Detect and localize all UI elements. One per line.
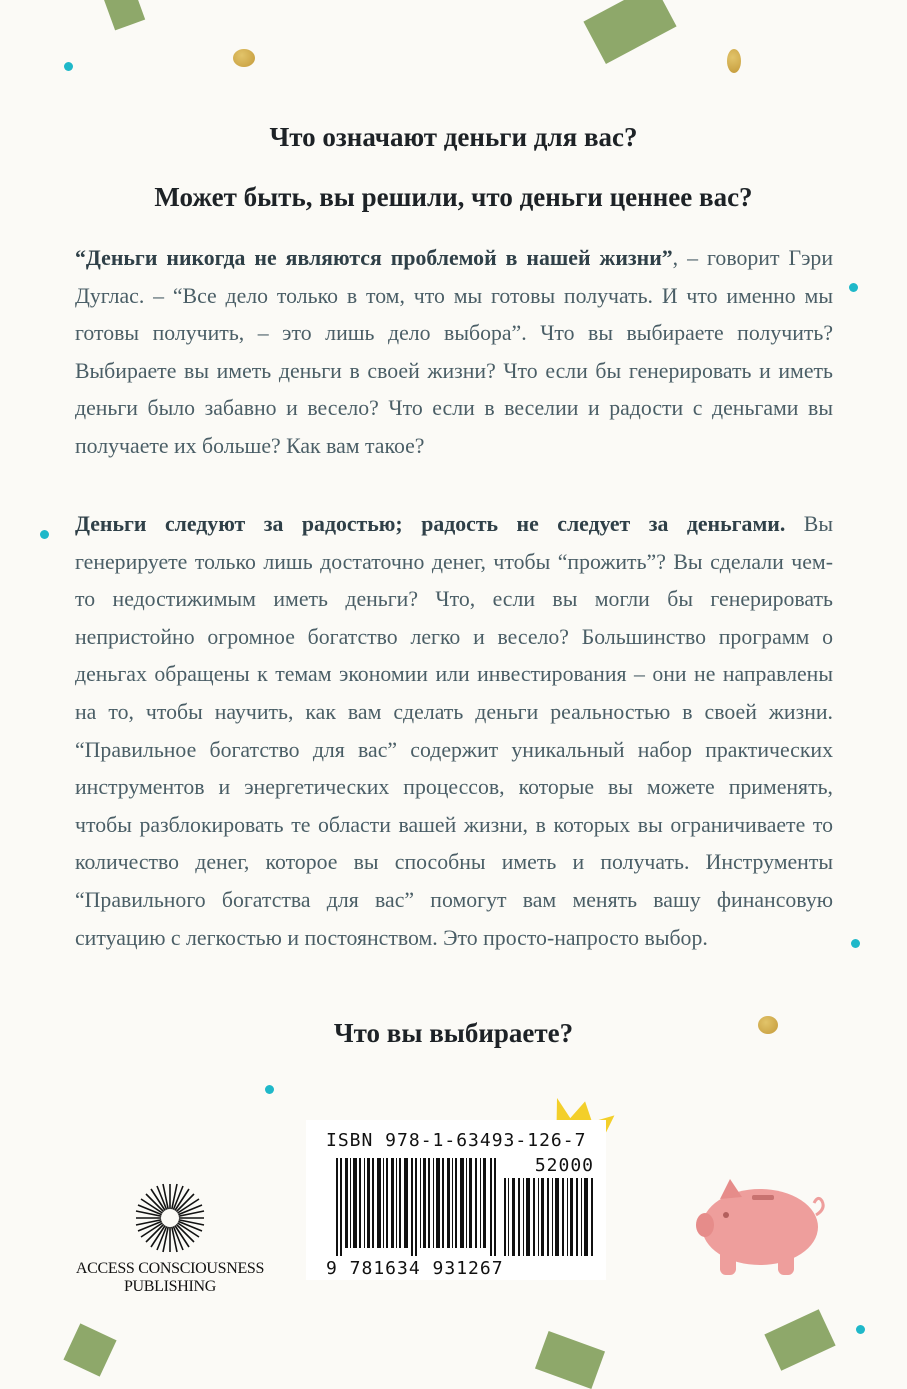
quote-text: , – говорит Гэри Дуглас. – “Все дело только в том, что мы готовы получать. И что именно мы готовы получить, – это лишь дело выбора”. Что вы выбираете получить? Выбираете вы иметь деньги в своей жизни? Что если бы генерировать и иметь деньги было забавно и весело? Что если в веселии и радости с деньгами вы получаете их больше? Как вам такое? bbox=[75, 246, 833, 458]
confetti-dot-icon bbox=[856, 1325, 865, 1334]
publisher-name-line2: PUBLISHING bbox=[123, 1278, 217, 1295]
money-bill-icon bbox=[63, 1323, 116, 1376]
confetti-dot-icon bbox=[849, 283, 858, 292]
price-barcode bbox=[504, 1178, 594, 1256]
main-bold: Деньги следуют за радостью; радость не следует за деньгами. bbox=[75, 512, 786, 536]
confetti-dot-icon bbox=[265, 1085, 274, 1094]
main-text: Вы генерируете только лишь достаточно денег, чтобы “прожить”? Вы сделали чем-то недостижимым иметь деньги? Что, если вы могли бы генерировать непристойно огромное богатство легко и весело? Большинство программ о деньгах обращены к темам экономии или инвестирования – они не направлены на то, чтобы научить, как вам сделать деньги реальностью в своей жизни. “Правильное богатство для вас” содержит уникальный набор практических инструментов и энергетических процессов, которые вы можете применять, чтобы разблокировать те области вашей жизни, в которых вы ограничиваете то количество денег, которое вы способны иметь и получать. Инструменты “Правильного богатства для вас” помогут вам менять вашу финансовую ситуацию с легкостью и постоянством. Это просто-напросто выбор. bbox=[75, 512, 833, 950]
publisher-name-line1: ACCESS CONSCIOUSNESS bbox=[75, 1260, 265, 1277]
paragraph-main bbox=[75, 506, 833, 957]
quote-bold: “Деньги никогда не являются проблемой в нашей жизни” bbox=[75, 246, 673, 270]
confetti-dot-icon bbox=[64, 62, 73, 71]
coin-icon bbox=[727, 49, 741, 73]
barcode-panel bbox=[306, 1120, 606, 1280]
confetti-dot-icon bbox=[40, 530, 49, 539]
sunburst-logo-icon bbox=[134, 1182, 206, 1254]
publisher-logo bbox=[60, 1182, 280, 1296]
heading-question-2: Может быть, вы решили, что деньги ценнее вас? bbox=[154, 182, 753, 212]
piggy-bank-icon bbox=[690, 1175, 830, 1285]
paragraph-quote bbox=[75, 240, 833, 466]
money-bill-icon bbox=[764, 1309, 835, 1371]
money-bill-icon bbox=[103, 0, 145, 30]
ean-digits: 9 781634 931267 bbox=[326, 1258, 504, 1279]
money-bill-icon bbox=[583, 0, 676, 64]
heading-question-3: Что вы выбираете? bbox=[333, 1018, 574, 1048]
isbn-label: ISBN 978-1-63493-126-7 bbox=[326, 1130, 587, 1151]
ean-barcode bbox=[336, 1158, 496, 1256]
confetti-dot-icon bbox=[851, 939, 860, 948]
coin-icon bbox=[233, 49, 255, 67]
price-code: 52000 bbox=[534, 1155, 594, 1176]
heading-question-1: Что означают деньги для вас? bbox=[269, 122, 638, 152]
